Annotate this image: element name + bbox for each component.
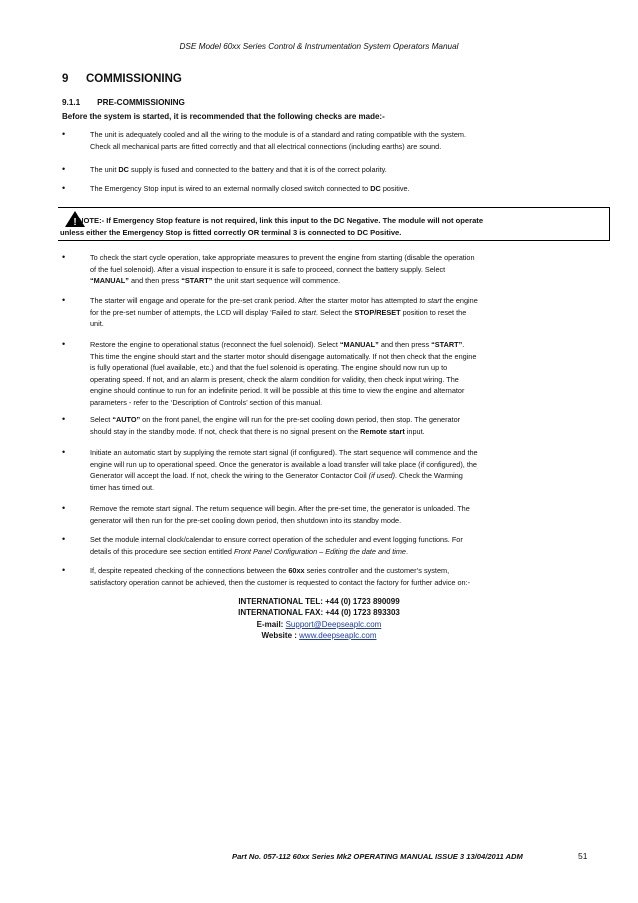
text-line: engine will run up to operational speed. Once the generator is available a load transfer will take place (if configured), the — [90, 459, 477, 469]
list-item-text — [90, 534, 570, 557]
text-line: The Emergency Stop input is wired to an external normally closed switch connected to DC positive. — [90, 184, 410, 193]
bullet-icon: • — [62, 252, 66, 262]
list-item-text — [90, 447, 570, 493]
text-line: Remove the remote start signal. The return sequence will begin. After the pre-set time, the generator is unloaded. The — [90, 504, 470, 513]
text-line: The unit DC supply is fused and connected to the battery and that it is of the correct polarity. — [90, 165, 387, 174]
text-line: The starter will engage and operate for the pre-set crank period. After the starter motor has attempted to start the engine — [90, 296, 478, 305]
bullet-icon: • — [62, 295, 66, 305]
text-line: Generator will accept the load. If not, check the wiring to the Generator Contactor Coil (if used). Check the Warming — [90, 471, 463, 480]
list-item-text — [90, 414, 570, 437]
contact-fax: INTERNATIONAL FAX: +44 (0) 1723 893303 — [238, 608, 400, 617]
text-line: Restore the engine to operational status (reconnect the fuel solenoid). Select “MANUAL” and then press “START”. — [90, 340, 465, 349]
list-item-text — [90, 565, 570, 588]
text-line: Initiate an automatic start by supplying the remote start signal (if configured). The start sequence will commence and the — [90, 448, 478, 457]
list-item-text — [90, 252, 570, 287]
text-line: operating speed. If not, and an alarm is present, check the alarm condition for validity, then check input wiring. The — [90, 374, 459, 384]
bullet-icon: • — [62, 164, 66, 174]
bullet-icon: • — [62, 534, 66, 544]
svg-text:!: ! — [73, 217, 77, 228]
contact-tel: INTERNATIONAL TEL: +44 (0) 1723 890099 — [238, 597, 400, 606]
email-label: E-mail: — [256, 620, 284, 629]
page-number: 51 — [578, 851, 588, 861]
bullet-icon: • — [62, 565, 66, 575]
text-line: parameters - refer to the ‘Description of Controls’ section of this manual. — [90, 397, 323, 407]
subsection-title: PRE-COMMISSIONING — [97, 98, 185, 107]
text-line: should stay in the standby mode. If not, check that there is no signal present on the Remote start input. — [90, 426, 425, 436]
website-link[interactable]: www.deepseaplc.com — [299, 631, 377, 640]
page-footer: Part No. 057-112 60xx Series Mk2 OPERATING MANUAL ISSUE 3 13/04/2011 ADM — [232, 852, 523, 861]
subsection-heading — [62, 98, 185, 107]
contact-email — [0, 619, 638, 630]
text-line: satisfactory operation cannot be achieved, then the customer is requested to contact the factory for further advice on:- — [90, 577, 471, 587]
text-line: To check the start cycle operation, take appropriate measures to prevent the engine from starting (disable the operation — [90, 253, 475, 262]
text-line: “MANUAL” and then press “START” the unit start sequence will commence. — [90, 276, 341, 285]
text-line: of the fuel solenoid). After a visual inspection to ensure it is safe to proceed, connect the battery supply. Select — [90, 264, 446, 274]
list-item-text — [90, 183, 570, 195]
text-line: generator will then run for the pre-set cooling down period, then shutdown into its standby mode. — [90, 515, 402, 525]
website-label: Website : — [261, 631, 297, 640]
text-line: This time the engine should start and the starter motor should disengage automatically. If not then check that the engine — [90, 351, 477, 361]
list-item-text — [90, 295, 570, 330]
subsection-number: 9.1.1 — [62, 98, 81, 107]
text-line: If, despite repeated checking of the connections between the 60xx series controller and the customer’s system, — [90, 566, 450, 575]
text-line: details of this procedure see section entitled Front Panel Configuration – Editing the date and time. — [90, 546, 409, 556]
page-header: DSE Model 60xx Series Control & Instrumentation System Operators Manual — [179, 42, 459, 51]
bullet-icon: • — [62, 503, 66, 513]
bullet-icon: • — [62, 339, 66, 349]
bullet-icon: • — [62, 414, 66, 424]
list-item-text — [90, 129, 570, 152]
intro-text: Before the system is started, it is recommended that the following checks are made:- — [62, 112, 385, 121]
section-number: 9 — [62, 73, 69, 85]
text-line: Select “AUTO” on the front panel, the engine will run for the pre-set cooling down period, then stop. The generator — [90, 415, 461, 424]
text-line: Set the module internal clock/calendar to ensure correct operation of the scheduler and event logging functions. For — [90, 535, 463, 544]
note-line: unless either the Emergency Stop is fitted correctly OR terminal 3 is connected to DC Positive. — [60, 228, 402, 237]
note-line: NOTE:- If Emergency Stop feature is not required, link this input to the DC Negative. The module will not operate — [78, 216, 484, 225]
text-line: unit. — [90, 319, 104, 328]
bullet-icon: • — [62, 183, 66, 193]
bullet-icon: • — [62, 129, 66, 139]
text-line: is fully operational (fuel available, etc.) and that the fuel solenoid is operating. The engine should now run up to — [90, 363, 448, 372]
list-item-text — [90, 339, 570, 408]
list-item-text — [90, 164, 570, 176]
text-line: engine should continue to run for an indefinite period. It will be possible at this time to view the engine and alternator — [90, 386, 465, 395]
contact-website — [0, 630, 638, 641]
section-heading — [62, 73, 182, 85]
text-line: timer has timed out. — [90, 482, 155, 492]
bullet-icon: • — [62, 447, 66, 457]
text-line: Check all mechanical parts are fitted correctly and that all electrical connections (including earths) are sound. — [90, 141, 442, 151]
email-link[interactable]: Support@Deepseaplc.com — [285, 620, 382, 629]
text-line: The unit is adequately cooled and all the wiring to the module is of a standard and rating compatible with the system. — [90, 130, 467, 139]
warning-note-box — [58, 207, 610, 241]
text-line: for the pre-set number of attempts, the LCD will display ‘Failed to start. Select the STOP/RESET position to reset the — [90, 307, 467, 317]
list-item-text — [90, 503, 570, 526]
section-title: COMMISSIONING — [86, 73, 182, 85]
